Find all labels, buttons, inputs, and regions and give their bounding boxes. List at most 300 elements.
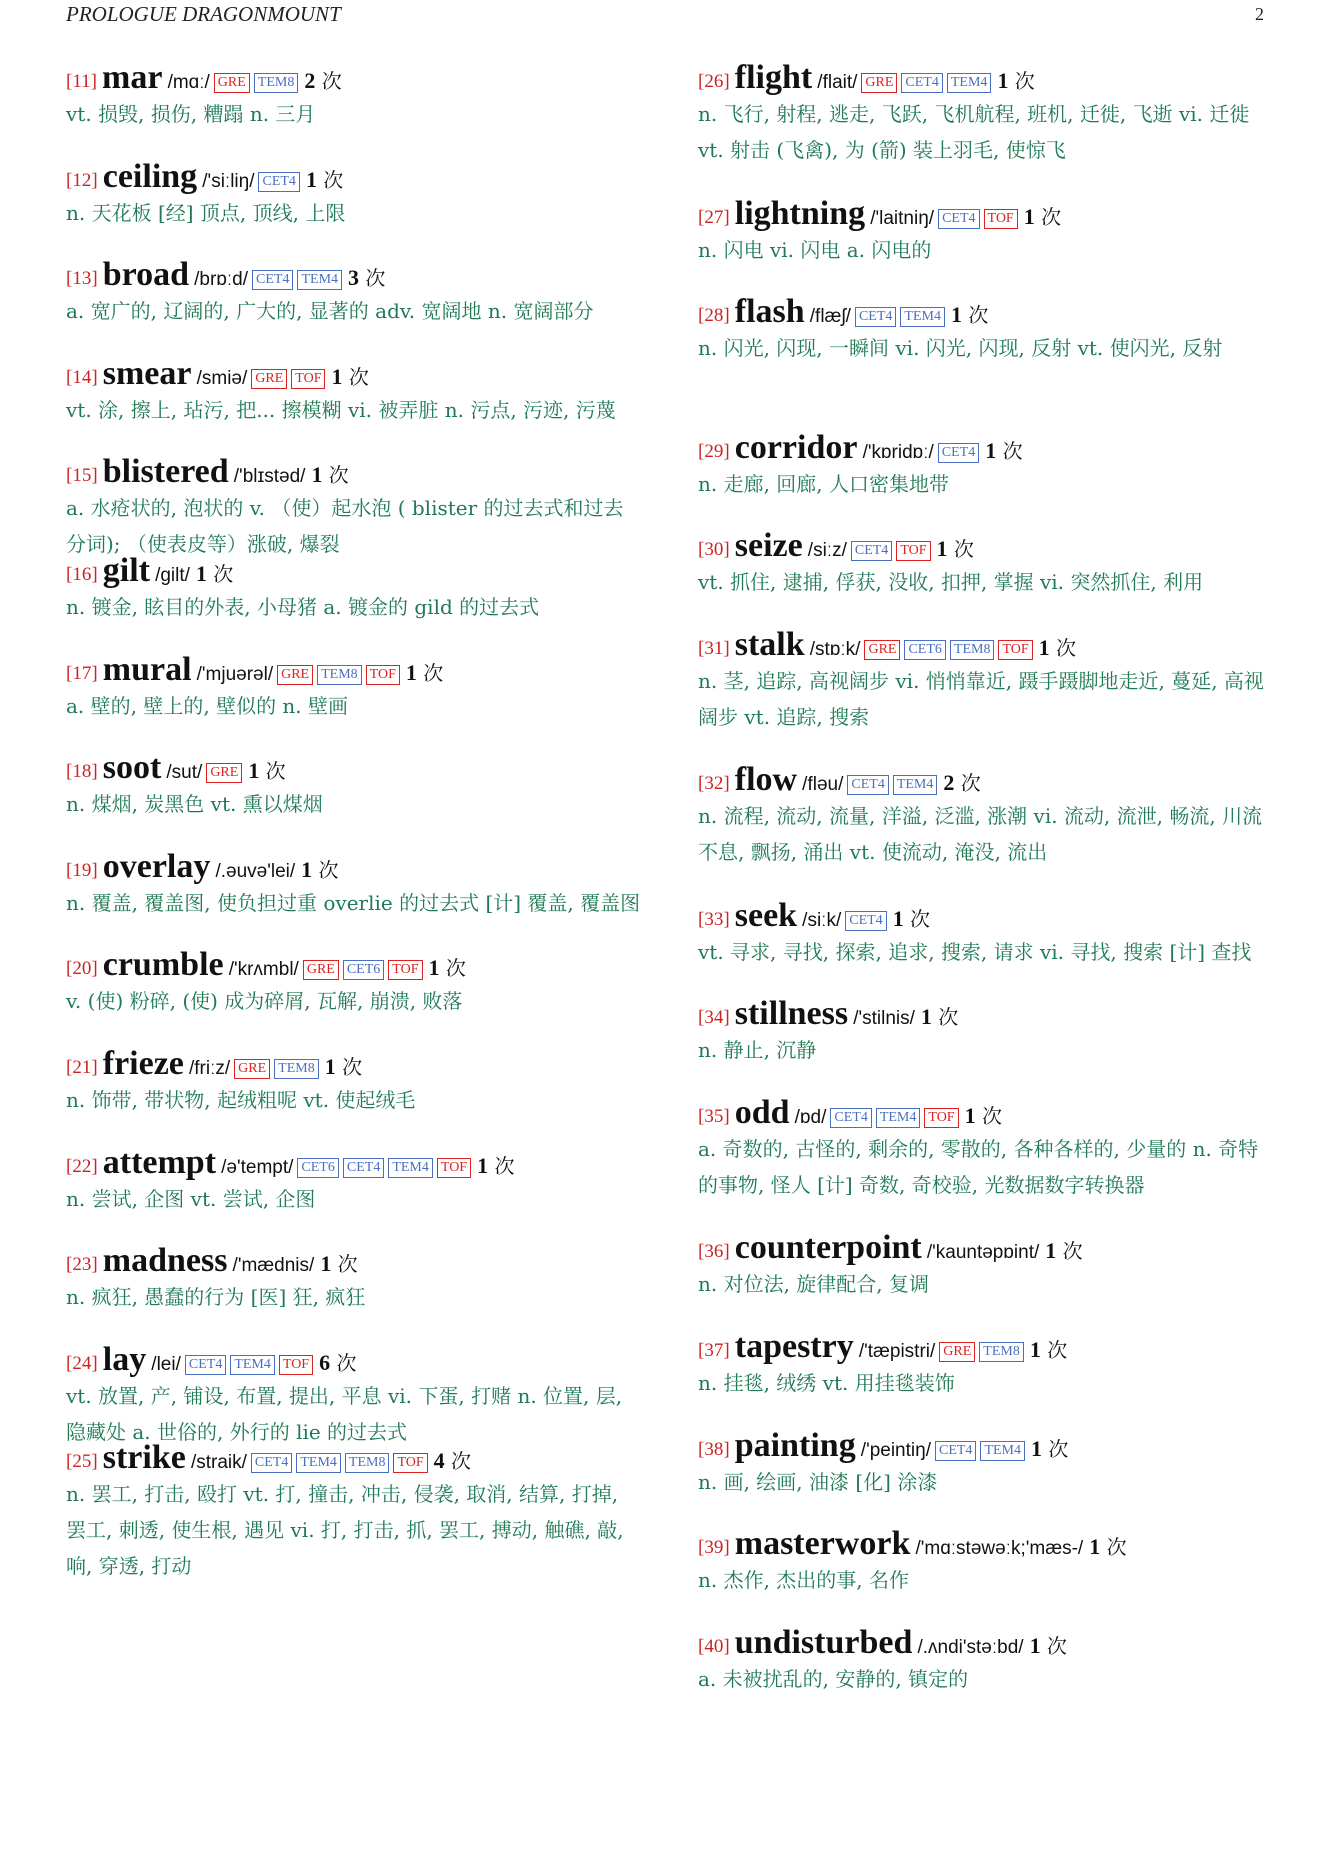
count-unit: 次 [213,561,234,586]
entry-item [66,159,641,258]
exam-tag: CET4 [938,209,979,229]
exam-tag: GRE [861,73,897,93]
definition: n. 尝试, 企图 vt. 尝试, 企图 [66,1186,316,1211]
count-unit: 次 [1062,1239,1083,1264]
phonetic: /lei/ [151,1353,181,1375]
count-unit: 次 [1106,1535,1127,1560]
count-unit: 次 [960,771,981,796]
entry-headline [698,1428,1268,1464]
definition: n. 对位法, 旋律配合, 复调 [698,1272,930,1297]
phonetic: /'blɪstəd/ [233,466,306,488]
exam-tag: TEM8 [254,73,299,93]
exam-tag: TOF [437,1158,471,1178]
exam-tag: GRE [277,665,313,685]
occurrence-count [248,759,285,783]
occurrence-count [311,463,348,487]
occurrence-count [893,907,930,931]
exam-tag: TOF [279,1355,313,1375]
occurrence-count [943,771,980,795]
entry-item [66,1439,641,1579]
entry-headline [66,1342,641,1378]
definition: n. 罢工, 打击, 殴打 vt. 打, 撞击, 冲击, 侵袭, 取消, 结算, 打掉, 罢工, 刺透, 使生根, 遇见 vi. 打, 打击, 抓, 罢工, 搏动, 触礁, 敲, 响, 穿透, 打动 [66,1482,624,1579]
entry-item [698,528,1268,627]
occurrence-count [951,303,988,327]
definition: a. 宽广的, 辽阔的, 广大的, 显著的 adv. 宽阔地 n. 宽阔部分 [66,299,594,324]
entry-number: [31] [698,637,730,659]
exam-tag: TEM4 [876,1108,921,1128]
exam-tag: TEM4 [388,1158,433,1178]
occurrence-count [921,1005,958,1029]
entry-number: [24] [66,1352,98,1374]
occurrence-count [406,661,443,685]
occurrence-count [1024,205,1061,229]
entry-item [698,60,1268,196]
left-column [66,59,641,1579]
entry-item [66,750,641,849]
headword: lightning [734,194,866,232]
headword: crumble [102,946,224,984]
phonetic: /flait/ [817,72,858,93]
occurrence-count [1030,1634,1067,1658]
count-value: 1 [320,1251,332,1277]
phonetic: /sut/ [166,762,203,784]
entry-item [66,60,641,159]
occurrence-count [306,168,343,192]
entry-number: [23] [66,1254,98,1276]
count-unit: 次 [328,463,349,488]
exam-tag: TEM4 [296,1453,341,1473]
entry-headline [698,1230,1268,1266]
entry-item [66,553,641,652]
entry-item [66,947,641,1046]
exam-tag: TOF [388,960,422,980]
entry-number: [19] [66,859,98,881]
exam-tag: GRE [251,369,287,389]
count-unit: 次 [910,906,931,931]
occurrence-count [997,69,1034,93]
entry-item [698,1428,1268,1527]
count-unit: 次 [1046,1633,1067,1658]
entry-number: [12] [66,169,98,191]
count-value: 1 [920,1004,932,1030]
entry-item [66,1145,641,1244]
count-unit: 次 [953,537,974,562]
entry-item [698,898,1268,997]
definition: n. 静止, 沉静 [698,1038,817,1063]
entry-headline [66,356,641,392]
definition: n. 闪电 vi. 闪电 a. 闪电的 [698,237,932,262]
exam-tag: TEM8 [274,1059,319,1079]
headword: corridor [734,428,858,466]
count-value: 1 [1038,634,1050,660]
exam-tag: CET4 [251,1453,292,1473]
headword: strike [102,1439,186,1477]
entry-number: [40] [698,1635,730,1657]
definition: a. 奇数的, 古怪的, 剩余的, 零散的, 各种各样的, 少量的 n. 奇特的事物, 怪人 [计] 奇数, 奇校验, 光数据数字转换器 [698,1136,1259,1197]
phonetic: /.əuvə'lei/ [215,860,296,882]
headword: flash [734,293,805,331]
entry-headline [698,762,1268,798]
entry-number: [36] [698,1241,730,1263]
entry-item [698,627,1268,763]
exam-tag: CET4 [851,541,892,561]
headword: tapestry [734,1328,854,1366]
entry-number: [26] [698,71,730,92]
phonetic: /ə'tempt/ [221,1156,294,1178]
entry-number: [11] [66,71,97,92]
exam-tag: CET4 [830,1108,871,1128]
definition: n. 流程, 流动, 流量, 洋溢, 泛滥, 涨潮 vi. 流动, 流泄, 畅流, 川流不息, 飘扬, 涌出 vt. 使流动, 淹没, 流出 [698,804,1263,865]
headword: smear [102,354,192,392]
headword: flow [734,761,798,799]
occurrence-count [325,1055,362,1079]
entry-number: [13] [66,268,98,290]
occurrence-count [196,562,233,586]
entry-item [698,1095,1268,1231]
count-unit: 次 [981,1103,1002,1128]
headword: seize [734,527,803,565]
entry-number: [37] [698,1340,730,1362]
headword: lay [102,1340,147,1378]
count-value: 1 [477,1152,489,1178]
entry-headline [66,1046,641,1082]
phonetic: /'mædnis/ [232,1255,315,1277]
count-value: 1 [964,1102,976,1128]
entry-headline [66,1145,641,1181]
exam-tag: TOF [393,1453,427,1473]
exam-tag: CET4 [258,172,299,192]
exam-tag: CET4 [847,775,888,795]
phonetic: /mɑː/ [167,72,210,93]
phonetic: /fləu/ [802,774,844,796]
chapter-title: PROLOGUE DRAGONMOUNT [66,2,341,26]
count-value: 1 [324,1053,336,1079]
exam-tag: GRE [939,1342,975,1362]
count-unit: 次 [365,266,386,291]
exam-tag: GRE [303,960,339,980]
entry-number: [29] [698,440,730,462]
headword: stillness [734,995,849,1033]
entry-number: [21] [66,1056,98,1078]
definition: vt. 放置, 产, 铺设, 布置, 提出, 平息 vi. 下蛋, 打赌 n. 位置, 层, 隐藏处 a. 世俗的, 外行的 lie 的过去式 [66,1383,623,1444]
headword: odd [734,1093,790,1131]
definition: n. 煤烟, 炭黑色 vt. 熏以煤烟 [66,792,323,817]
exam-tag: TOF [291,369,325,389]
entry-number: [18] [66,761,98,783]
count-value: 1 [428,955,440,981]
count-unit: 次 [968,303,989,328]
exam-tag: TEM8 [317,665,362,685]
definition: n. 茎, 追踪, 高视阔步 vi. 悄悄靠近, 蹑手蹑脚地走近, 蔓延, 高视阔步 vt. 追踪, 搜索 [698,668,1264,729]
count-value: 4 [433,1448,445,1474]
count-value: 1 [405,659,417,685]
count-value: 1 [1089,1534,1101,1560]
occurrence-count [348,266,385,290]
headword: blistered [102,453,229,491]
definition: n. 饰带, 带状物, 起绒粗呢 vt. 使起绒毛 [66,1087,416,1112]
count-unit: 次 [348,364,369,389]
count-value: 1 [1031,1435,1042,1461]
count-value: 1 [1023,203,1035,229]
entry-headline [698,898,1268,934]
occurrence-count [319,1351,356,1375]
count-value: 1 [985,437,997,463]
count-unit: 次 [451,1449,472,1474]
entry-item [698,1625,1268,1724]
entry-number: [39] [698,1537,730,1559]
headword: attempt [102,1143,217,1181]
entry-number: [17] [66,662,98,684]
phonetic: /'tæpistri/ [858,1341,936,1363]
entry-headline [698,1329,1268,1365]
entry-item [698,196,1268,295]
count-value: 1 [1029,1337,1041,1363]
phonetic: /friːz/ [188,1057,231,1079]
definition: a. 壁的, 壁上的, 壁似的 n. 壁画 [66,693,349,718]
occurrence-count [1030,1338,1067,1362]
count-unit: 次 [318,857,339,882]
count-value: 1 [1045,1238,1057,1264]
entry-number: [35] [698,1105,730,1127]
occurrence-count [331,365,368,389]
entry-headline [66,652,641,688]
count-value: 1 [892,905,904,931]
entry-headline [66,1440,641,1476]
headword: counterpoint [734,1229,922,1267]
entry-headline [66,1243,641,1279]
exam-tag: TEM4 [893,775,938,795]
entry-item [66,453,641,557]
count-unit: 次 [494,1153,515,1178]
entry-number: [28] [698,305,730,327]
occurrence-count [965,1104,1002,1128]
exam-tag: TEM8 [979,1342,1024,1362]
definition: n. 天花板 [经] 顶点, 顶线, 上限 [66,200,346,225]
entry-headline [698,1526,1268,1562]
phonetic: /stɒːk/ [809,638,861,660]
occurrence-count [1089,1535,1126,1559]
headword: overlay [102,847,211,885]
exam-tag: TEM4 [980,1441,1025,1461]
count-unit: 次 [321,69,342,93]
entry-number: [27] [698,206,730,228]
entry-item [698,294,1268,430]
phonetic: /'kɒridɒː/ [862,441,934,463]
exam-tag: CET4 [845,911,886,931]
count-unit: 次 [1056,635,1077,660]
entry-item [66,1243,641,1342]
occurrence-count [1045,1239,1082,1263]
headword: frieze [102,1044,184,1082]
count-unit: 次 [265,759,286,784]
count-unit: 次 [336,1350,357,1375]
count-unit: 次 [1048,1436,1069,1461]
phonetic: /'peintiŋ/ [860,1439,931,1461]
count-value: 1 [331,363,343,389]
exam-tag: TOF [896,541,930,561]
count-value: 1 [997,68,1009,93]
entry-headline [66,947,641,983]
occurrence-count [477,1154,514,1178]
definition: n. 飞行, 射程, 逃走, 飞跃, 飞机航程, 班机, 迁徙, 飞逝 vi. 迁徙 vt. 射击 (飞禽), 为 (箭) 装上羽毛, 使惊飞 [698,102,1250,162]
entry-item [698,1329,1268,1428]
entry-number: [14] [66,366,98,388]
phonetic: /gilt/ [155,564,190,586]
definition: a. 水疮状的, 泡状的 v. （使）起水泡 ( blister 的过去式和过去分词); （使表皮等）涨破, 爆裂 [66,496,624,557]
entry-headline [698,627,1268,663]
definition: vt. 涂, 擦上, 玷污, 把... 擦模糊 vi. 被弄脏 n. 污点, 污迹, 污蔑 [66,397,616,422]
exam-tag: CET4 [901,73,942,93]
exam-tag: TEM8 [345,1453,390,1473]
entry-item [66,257,641,356]
entry-headline [66,60,641,96]
entry-headline [66,553,641,589]
phonetic: /brɒːd/ [194,269,249,291]
headword: mural [102,650,192,688]
entry-headline [66,454,641,490]
count-value: 2 [304,68,316,93]
entry-item [698,430,1268,529]
exam-tag: GRE [214,73,250,93]
entry-headline [698,294,1268,330]
count-value: 1 [936,536,948,562]
exam-tag: CET4 [938,443,979,463]
entry-number: [32] [698,773,730,795]
entry-number: [20] [66,958,98,980]
phonetic: /siːk/ [802,909,842,931]
exam-tag: TOF [924,1108,958,1128]
count-unit: 次 [337,1252,358,1277]
phonetic: /'kauntəpɒint/ [926,1242,1040,1264]
headword: mar [102,59,163,96]
phonetic: /'krʌmbl/ [228,959,299,981]
occurrence-count [304,69,341,93]
count-unit: 次 [938,1005,959,1030]
entry-item [66,1340,641,1444]
definition: vt. 寻求, 寻找, 探索, 追求, 搜索, 请求 vi. 寻找, 搜索 [计] 查找 [698,939,1252,964]
exam-tag: GRE [234,1059,270,1079]
entry-item [66,849,641,948]
entry-headline [66,159,641,195]
exam-tag: CET4 [252,270,293,290]
exam-tag: TEM4 [947,73,992,93]
phonetic: /siːz/ [807,540,847,562]
entry-number: [16] [66,563,98,585]
exam-tag: CET4 [855,307,896,327]
definition: n. 走廊, 回廊, 人口密集地带 [698,471,950,496]
phonetic: /'laitniŋ/ [870,207,935,229]
exam-tag: TEM4 [900,307,945,327]
headword: broad [102,256,190,294]
exam-tag: GRE [864,640,900,660]
headword: masterwork [734,1525,911,1563]
headword: undisturbed [734,1623,913,1661]
entry-item [698,762,1268,898]
entry-number: [15] [66,465,98,487]
entry-headline [66,750,641,786]
entry-number: [34] [698,1007,730,1029]
page-number: 2 [1255,4,1264,24]
count-unit: 次 [423,660,444,685]
exam-tag: TOF [366,665,400,685]
count-unit: 次 [342,1054,363,1079]
exam-tag: CET6 [343,960,384,980]
headword: painting [734,1426,856,1464]
count-unit: 次 [445,956,466,981]
exam-tag: CET4 [343,1158,384,1178]
occurrence-count [937,537,974,561]
exam-tag: TOF [998,640,1032,660]
entry-item [66,652,641,751]
exam-tag: CET4 [185,1355,226,1375]
entry-headline [698,528,1268,564]
count-value: 1 [305,166,317,192]
count-unit: 次 [1002,438,1023,463]
phonetic: /'stilnis/ [853,1008,915,1030]
headword: ceiling [102,157,198,195]
occurrence-count [1031,1437,1068,1461]
definition: n. 镀金, 眩目的外表, 小母猪 a. 镀金的 gild 的过去式 [66,594,540,619]
headword: gilt [102,551,150,589]
entry-headline [698,430,1268,466]
headword: soot [102,749,162,787]
entry-item [698,1230,1268,1329]
exam-tag: CET6 [904,640,945,660]
count-value: 1 [195,560,207,586]
occurrence-count [1039,636,1076,660]
definition: vt. 损毁, 损伤, 糟蹋 n. 三月 [66,102,316,126]
definition: n. 覆盖, 覆盖图, 使负担过重 overlie 的过去式 [计] 覆盖, 覆盖图 [66,890,641,915]
definition: n. 疯狂, 愚蠢的行为 [医] 狂, 疯狂 [66,1285,366,1310]
count-unit: 次 [1014,69,1035,93]
exam-tag: CET6 [297,1158,338,1178]
phonetic: /ɒd/ [794,1106,827,1128]
count-value: 2 [943,770,955,796]
entry-headline [698,996,1268,1032]
phonetic: /'mɑːstəwəːk;'mæs-/ [915,1538,1084,1560]
count-unit: 次 [1047,1338,1068,1363]
entry-item [698,996,1268,1095]
count-value: 1 [301,856,313,882]
headword: madness [102,1242,228,1280]
count-value: 1 [950,302,962,328]
entry-number: [33] [698,908,730,930]
headword: stalk [734,625,805,663]
occurrence-count [301,858,338,882]
count-value: 1 [248,758,260,784]
exam-tag: TEM8 [950,640,995,660]
entry-item [698,1526,1268,1625]
entry-headline [66,257,641,293]
definition: v. (使) 粉碎, (使) 成为碎屑, 瓦解, 崩溃, 败落 [66,989,463,1014]
definition: n. 挂毯, 绒绣 vt. 用挂毯装饰 [698,1371,955,1396]
definition: n. 闪光, 闪现, 一瞬间 vi. 闪光, 闪现, 反射 vt. 使闪光, 反射 [698,336,1223,361]
occurrence-count [985,439,1022,463]
exam-tag: TEM4 [297,270,342,290]
count-unit: 次 [323,167,344,192]
phonetic: /smiə/ [196,367,248,389]
entry-item [66,356,641,455]
occurrence-count [320,1252,357,1276]
phonetic: /.ʌndi'stəːbd/ [917,1636,1024,1658]
entry-headline [698,60,1268,96]
count-unit: 次 [1041,204,1062,229]
headword: flight [734,59,813,96]
definition: n. 杰作, 杰出的事, 名作 [698,1568,910,1593]
entry-number: [22] [66,1155,98,1177]
phonetic: /'siːliŋ/ [202,170,255,192]
definition: a. 未被扰乱的, 安静的, 镇定的 [698,1666,969,1691]
